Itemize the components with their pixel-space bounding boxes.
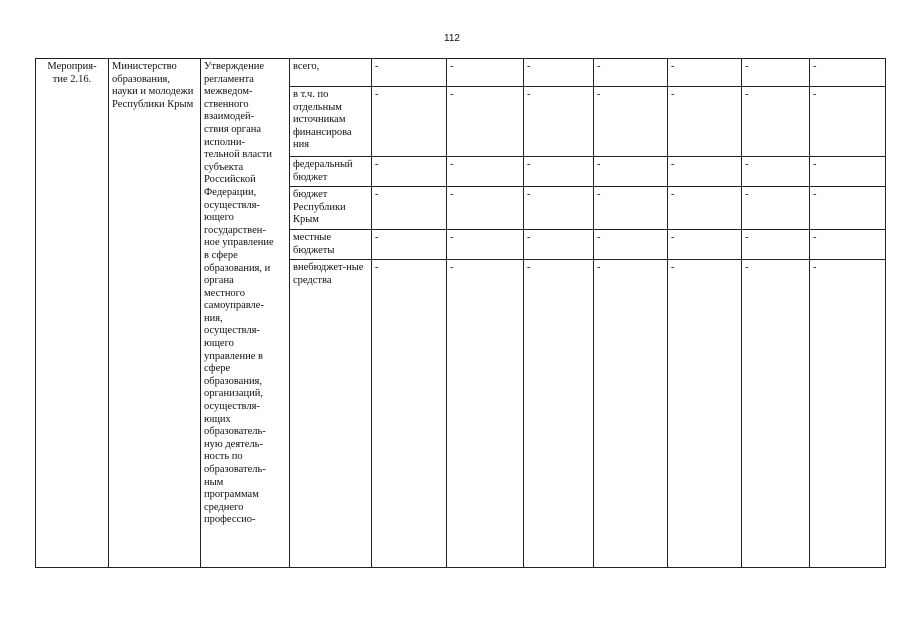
value-cell: - [594, 229, 668, 259]
measure-description-cell: Утверждение регламента межведом- ственного взаимодей- ствия органа исполни- тельной власти субъекта Российской Федерации, осуществля- ющего государствен- ное управление в сфере образования, и органа местного самоуправле- ния, осуществля- ющего управление в сфере образования, организаций, осуществля- ющих образователь- ную деятель- ность по образователь- ным программам среднего профессио- [201, 59, 290, 568]
value-cell: - [742, 187, 810, 230]
value-cell: - [524, 187, 594, 230]
funding-source-cell: федеральный бюджет [290, 157, 372, 187]
value-cell: - [668, 59, 742, 87]
value-cell: - [372, 187, 447, 230]
value-cell: - [810, 157, 886, 187]
value-cell: - [447, 59, 524, 87]
value-cell: - [372, 157, 447, 187]
value-cell: - [447, 87, 524, 157]
value-cell: - [810, 59, 886, 87]
executor-cell: Министерство образования, науки и молодежи Республики Крым [109, 59, 201, 568]
value-cell: - [372, 59, 447, 87]
funding-source-cell: местные бюджеты [290, 229, 372, 259]
value-cell: - [742, 59, 810, 87]
value-cell: - [447, 229, 524, 259]
value-cell: - [594, 187, 668, 230]
value-cell: - [668, 87, 742, 157]
value-cell: - [594, 260, 668, 568]
value-cell: - [742, 260, 810, 568]
value-cell: - [668, 260, 742, 568]
value-cell: - [524, 229, 594, 259]
funding-source-cell: внебюджет-ные средства [290, 260, 372, 568]
value-cell: - [742, 229, 810, 259]
value-cell: - [810, 87, 886, 157]
value-cell: - [668, 187, 742, 230]
value-cell: - [594, 59, 668, 87]
funding-source-cell: в т.ч. по отдельным источникам финансирова ния [290, 87, 372, 157]
value-cell: - [810, 187, 886, 230]
page-number: 112 [444, 33, 460, 44]
value-cell: - [742, 87, 810, 157]
funding-source-cell: бюджет Республики Крым [290, 187, 372, 230]
value-cell: - [524, 260, 594, 568]
table-row [36, 59, 886, 87]
value-cell: - [668, 229, 742, 259]
value-cell: - [594, 87, 668, 157]
value-cell: - [524, 157, 594, 187]
value-cell: - [668, 157, 742, 187]
value-cell: - [594, 157, 668, 187]
value-cell: - [447, 187, 524, 230]
measure-number-cell: Мероприя- тие 2.16. [36, 59, 109, 568]
value-cell: - [372, 260, 447, 568]
value-cell: - [524, 87, 594, 157]
value-cell: - [372, 87, 447, 157]
value-cell: - [447, 260, 524, 568]
value-cell: - [447, 157, 524, 187]
value-cell: - [810, 229, 886, 259]
value-cell: - [524, 59, 594, 87]
value-cell: - [742, 157, 810, 187]
program-table [35, 58, 886, 568]
value-cell: - [810, 260, 886, 568]
value-cell: - [372, 229, 447, 259]
funding-source-cell: всего, [290, 59, 372, 87]
